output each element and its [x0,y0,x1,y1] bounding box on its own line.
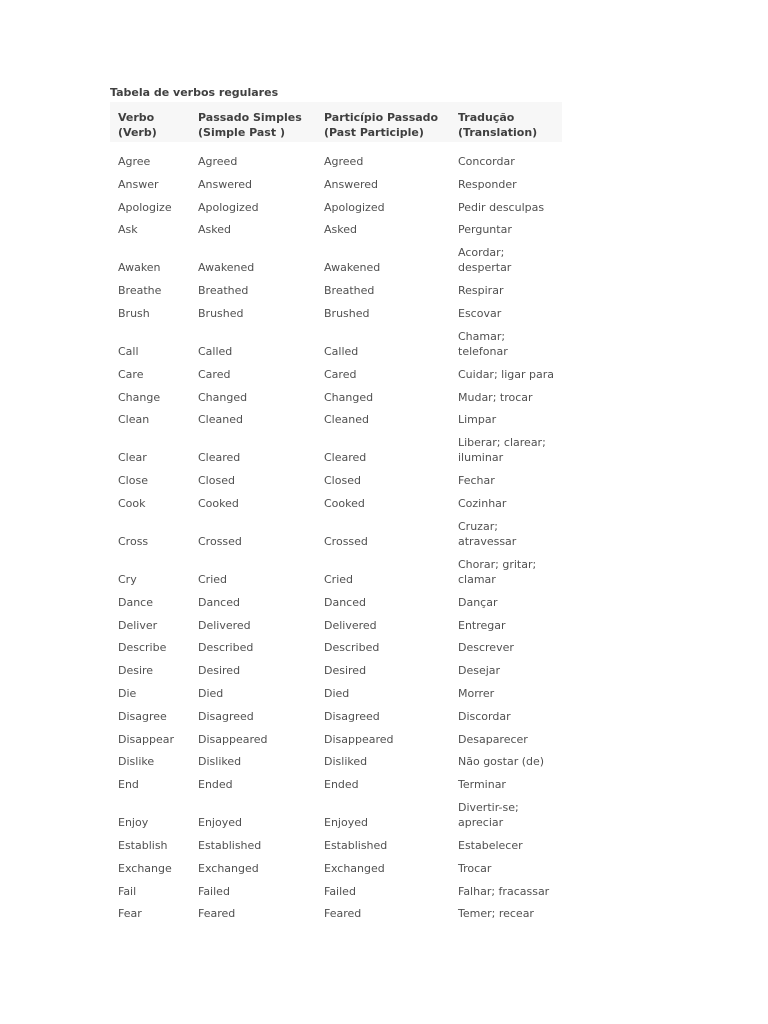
translation-line: Temer; recear [458,907,534,921]
document-page [110,86,562,921]
cell-verb: Care [118,367,144,381]
table-row [110,792,562,830]
translation-line: Cuidar; ligar para [458,367,554,381]
cell-participle: Agreed [324,155,364,168]
cell-participle: Brushed [324,306,370,320]
table-row [110,465,562,488]
cell-participle: Enjoyed [324,816,368,830]
cell-translation [450,511,562,549]
translation-line: clamar [458,572,496,586]
cell-participle: Breathed [324,284,375,298]
cell-participle: Disliked [324,755,368,769]
table-row [110,488,562,511]
translation-line: Concordar [458,155,515,168]
cell-past: Cleaned [198,413,243,427]
cell-past: Cried [198,572,228,586]
cell-participle: Ended [324,778,359,792]
cell-participle: Established [324,838,388,852]
cell-participle: Failed [324,884,356,898]
cell-verb: Breathe [118,284,162,298]
cell-verb: Fail [118,884,137,898]
cell-past: Apologized [198,200,259,214]
cell-verb: Establish [118,838,168,852]
translation-line: Pedir desculpas [458,200,545,214]
cell-translation [450,275,562,298]
cell-translation [450,427,562,465]
cell-verb: Cross [118,534,149,548]
cell-participle: Asked [324,223,357,237]
cell-participle: Disappeared [324,732,394,746]
table-row [110,610,562,633]
cell-translation [450,237,562,275]
cell-participle: Died [324,686,350,700]
cell-past: Ended [198,778,233,792]
cell-translation [450,724,562,747]
cell-verb: Call [118,344,139,358]
table-row [110,701,562,724]
cell-translation [450,192,562,215]
translation-line: iluminar [458,451,504,465]
verbs-table [110,102,562,921]
table-row [110,192,562,215]
translation-line: Respirar [458,284,504,298]
header-past-participle-line2: (Past Participle) [324,126,424,139]
cell-verb: Exchange [118,861,172,875]
table-row [110,830,562,853]
cell-past: Agreed [198,155,238,168]
table-row [110,427,562,465]
table-row [110,359,562,382]
cell-translation [450,465,562,488]
cell-verb: Disagree [118,709,167,723]
cell-verb: Describe [118,641,167,655]
cell-participle: Danced [324,595,366,609]
header-row [110,102,562,142]
cell-participle: Desired [324,664,367,678]
table-row [110,633,562,656]
header-simple-past [190,102,316,142]
table-row [110,511,562,549]
cell-participle: Cried [324,572,354,586]
table-row [110,769,562,792]
translation-line: despertar [458,261,512,275]
cell-translation [450,321,562,359]
cell-verb: Change [118,390,161,404]
header-simple-past-line2: (Simple Past ) [198,126,285,139]
header-verb-line2: (Verb) [118,126,157,139]
cell-verb: Awaken [118,261,161,275]
table-row [110,876,562,899]
translation-line: Fechar [458,474,495,488]
cell-verb: Desire [118,664,154,678]
cell-translation [450,769,562,792]
header-verb-line1: Verbo [118,111,155,124]
cell-translation [450,633,562,656]
cell-participle: Answered [324,177,379,191]
table-row [110,382,562,405]
translation-line: Cruzar; [458,519,498,533]
header-past-participle [316,102,450,142]
cell-past: Cared [198,367,231,381]
cell-translation [450,405,562,428]
table-row [110,142,562,169]
header-translation-line1: Tradução [458,111,515,124]
table-row [110,321,562,359]
header-translation-line2: (Translation) [458,126,538,139]
cell-translation [450,488,562,511]
cell-past: Established [198,838,262,852]
table-row [110,405,562,428]
cell-participle: Closed [324,474,361,488]
translation-line: Acordar; [458,246,505,260]
cell-verb: Brush [118,306,150,320]
translation-line: Cozinhar [458,496,507,510]
table-row [110,298,562,321]
cell-translation [450,830,562,853]
cell-past: Disliked [198,755,242,769]
translation-line: Responder [458,177,517,191]
cell-verb: Clean [118,413,150,427]
table-header [110,102,562,142]
cell-verb: Disappear [118,732,174,746]
translation-line: Perguntar [458,223,512,237]
table-row [110,747,562,770]
cell-past: Awakened [198,261,255,275]
cell-translation [450,298,562,321]
cell-past: Called [198,344,233,358]
translation-line: Descrever [458,641,514,655]
cell-translation [450,701,562,724]
translation-line: Limpar [458,413,497,427]
translation-line: Chamar; [458,329,506,343]
cell-past: Exchanged [198,861,259,875]
cell-participle: Exchanged [324,861,385,875]
cell-past: Disagreed [198,709,254,723]
cell-translation [450,142,562,169]
cell-participle: Disagreed [324,709,380,723]
cell-past: Desired [198,664,241,678]
cell-verb: Dance [118,595,153,609]
translation-line: telefonar [458,344,508,358]
table-row [110,724,562,747]
cell-translation [450,792,562,830]
cell-translation [450,359,562,382]
translation-line: Desejar [458,664,501,678]
cell-participle: Crossed [324,534,368,548]
translation-line: Desaparecer [458,732,528,746]
cell-past: Failed [198,884,230,898]
cell-verb: Cook [118,496,146,510]
cell-past: Delivered [198,618,251,632]
table-caption: Tabela de verbos regulares [110,86,279,99]
cell-verb: Dislike [118,755,155,769]
header-verb [110,102,190,142]
cell-translation [450,853,562,876]
cell-participle: Awakened [324,261,381,275]
cell-participle: Changed [324,390,374,404]
table-row [110,275,562,298]
cell-verb: Close [118,474,148,488]
table-row [110,655,562,678]
cell-past: Danced [198,595,240,609]
cell-past: Crossed [198,534,242,548]
cell-participle: Cleaned [324,413,369,427]
cell-translation [450,549,562,587]
header-past-participle-line1: Particípio Passado [324,111,439,124]
cell-translation [450,587,562,610]
cell-participle: Apologized [324,200,385,214]
cell-participle: Cared [324,367,357,381]
translation-line: Trocar [458,861,492,875]
translation-line: Divertir-se; [458,801,519,815]
cell-verb: Fear [118,907,142,921]
cell-past: Died [198,686,224,700]
cell-past: Asked [198,223,231,237]
cell-verb: End [118,778,139,792]
cell-past: Cleared [198,451,241,465]
cell-past: Brushed [198,306,244,320]
cell-verb: Apologize [118,200,172,214]
cell-verb: Cry [118,572,137,586]
translation-line: apreciar [458,816,504,830]
translation-line: Liberar; clarear; [458,436,546,450]
cell-past: Described [198,641,254,655]
header-translation [450,102,562,142]
cell-translation [450,610,562,633]
cell-participle: Cleared [324,451,367,465]
cell-participle: Delivered [324,618,377,632]
cell-participle: Called [324,344,359,358]
table-row [110,853,562,876]
cell-verb: Agree [118,155,151,168]
translation-line: Entregar [458,618,506,632]
cell-translation [450,382,562,405]
cell-translation [450,655,562,678]
cell-past: Cooked [198,496,239,510]
cell-translation [450,876,562,899]
cell-verb: Answer [118,177,159,191]
cell-past: Answered [198,177,253,191]
cell-translation [450,215,562,238]
table-row [110,899,562,922]
cell-participle: Feared [324,907,362,921]
translation-line: Escovar [458,306,502,320]
cell-past: Feared [198,907,236,921]
table-row [110,237,562,275]
table-row [110,215,562,238]
table-body [110,142,562,921]
cell-verb: Deliver [118,618,158,632]
translation-line: Mudar; trocar [458,390,533,404]
cell-participle: Described [324,641,380,655]
cell-translation [450,169,562,192]
translation-line: Não gostar (de) [458,755,545,769]
cell-past: Changed [198,390,248,404]
table-row [110,587,562,610]
translation-line: Terminar [458,778,506,792]
table-row [110,169,562,192]
translation-line: Chorar; gritar; [458,557,537,571]
translation-line: Morrer [458,686,495,700]
cell-verb: Ask [118,223,138,237]
cell-translation [450,747,562,770]
cell-verb: Clear [118,451,147,465]
translation-line: Falhar; fracassar [458,884,550,898]
translation-line: atravessar [458,534,517,548]
translation-line: Dançar [458,595,498,609]
table-row [110,549,562,587]
cell-translation [450,899,562,922]
cell-verb: Die [118,686,137,700]
cell-participle: Cooked [324,496,365,510]
cell-past: Breathed [198,284,249,298]
cell-translation [450,678,562,701]
cell-verb: Enjoy [118,816,149,830]
cell-past: Closed [198,474,235,488]
translation-line: Estabelecer [458,838,523,852]
cell-past: Enjoyed [198,816,242,830]
translation-line: Discordar [458,709,511,723]
table-row [110,678,562,701]
cell-past: Disappeared [198,732,268,746]
header-simple-past-line1: Passado Simples [198,111,302,124]
